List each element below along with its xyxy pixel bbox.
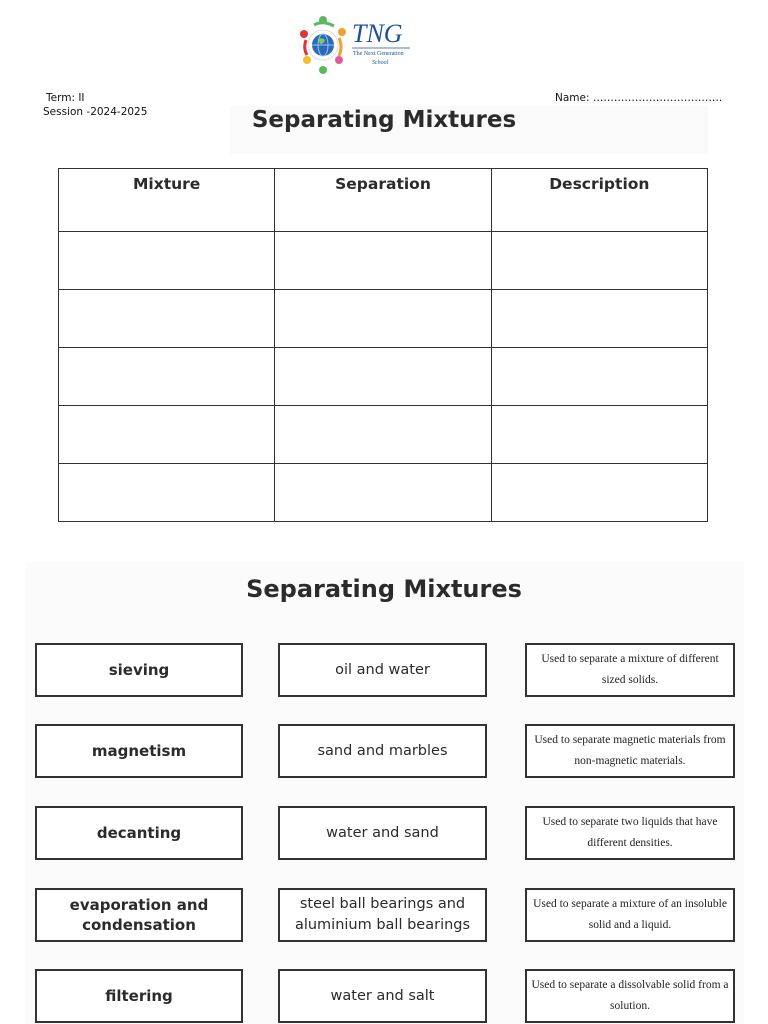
answer-cell[interactable] <box>275 232 491 290</box>
description-card-densities[interactable]: Used to separate two liquids that have different densities. <box>525 806 735 860</box>
svg-text:The Next Generation: The Next Generation <box>353 51 404 57</box>
session-label: Session -2024-2025 <box>43 106 148 118</box>
answer-cell[interactable] <box>491 290 707 348</box>
table-header-row <box>59 169 708 232</box>
svg-text:School: School <box>372 60 389 66</box>
answer-cell[interactable] <box>275 290 491 348</box>
mixture-card-oil-water[interactable]: oil and water <box>278 643 487 697</box>
table-row <box>59 406 708 464</box>
term-label: Term: II <box>46 92 85 104</box>
header-mixture: Mixture <box>59 169 275 232</box>
answer-cell[interactable] <box>59 290 275 348</box>
answer-cell[interactable] <box>491 406 707 464</box>
description-card-insoluble[interactable]: Used to separate a mixture of an insoluble solid and a liquid. <box>525 888 735 942</box>
description-card-magnetic[interactable]: Used to separate magnetic materials from non-magnetic materials. <box>525 724 735 778</box>
svg-text:TNG: TNG <box>352 19 403 48</box>
answer-cell[interactable] <box>59 232 275 290</box>
answer-cell[interactable] <box>491 232 707 290</box>
answer-cell[interactable] <box>59 406 275 464</box>
cards-title: Separating Mixtures <box>246 575 522 603</box>
page-title: Separating Mixtures <box>251 107 517 133</box>
mixture-card-ball-bearings[interactable]: steel ball bearings and aluminium ball bearings <box>278 888 487 942</box>
method-card-sieving[interactable]: sieving <box>35 643 243 697</box>
school-logo <box>294 12 414 76</box>
answer-cell[interactable] <box>491 348 707 406</box>
answer-cell[interactable] <box>275 348 491 406</box>
table-row <box>59 348 708 406</box>
header-description: Description <box>491 169 707 232</box>
table-row <box>59 464 708 522</box>
answer-table <box>58 168 708 522</box>
answer-cell[interactable] <box>275 406 491 464</box>
answer-cell[interactable] <box>59 348 275 406</box>
mixture-card-sand-marbles[interactable]: sand and marbles <box>278 724 487 778</box>
mixture-card-water-salt[interactable]: water and salt <box>278 969 487 1023</box>
table-row <box>59 232 708 290</box>
answer-cell[interactable] <box>59 464 275 522</box>
answer-cell[interactable] <box>491 464 707 522</box>
method-card-evaporation[interactable]: evaporation and condensation <box>35 888 243 942</box>
name-field[interactable]: Name: ………………………………. <box>555 92 723 104</box>
answer-cell[interactable] <box>275 464 491 522</box>
method-card-filtering[interactable]: filtering <box>35 969 243 1023</box>
globe-logo-icon <box>294 12 414 76</box>
header-separation: Separation <box>275 169 491 232</box>
table-row <box>59 290 708 348</box>
description-card-dissolvable[interactable]: Used to separate a dissolvable solid from a solution. <box>525 969 735 1023</box>
cards-section <box>26 562 744 1024</box>
method-card-decanting[interactable]: decanting <box>35 806 243 860</box>
mixture-card-water-sand[interactable]: water and sand <box>278 806 487 860</box>
method-card-magnetism[interactable]: magnetism <box>35 724 243 778</box>
description-card-sizes[interactable]: Used to separate a mixture of different sized solids. <box>525 643 735 697</box>
